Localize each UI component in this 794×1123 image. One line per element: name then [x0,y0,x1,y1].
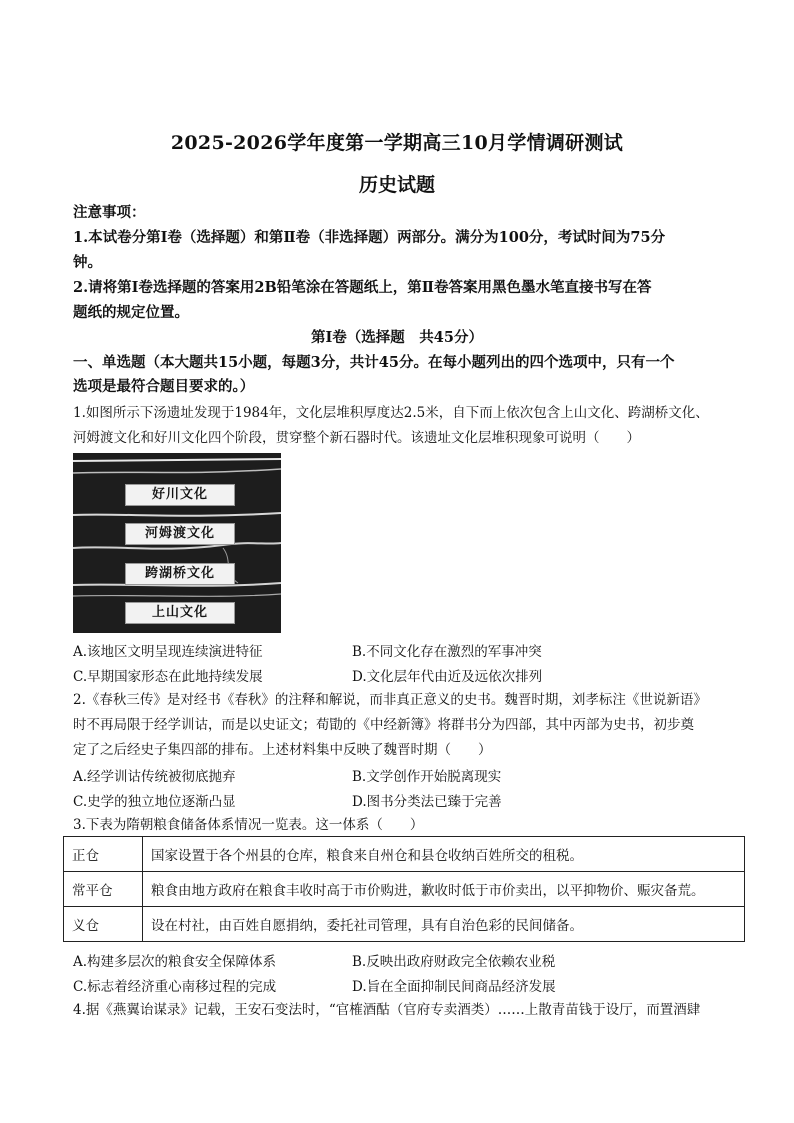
q3-option-b[interactable]: B.反映出政府财政完全依赖农业税 [352,954,556,970]
q2-stem-line1: 2.《春秋三传》是对经书《春秋》的注释和解说，而非真正意义的史书。魏晋时期，刘孝标注《世说新语》 [73,692,707,708]
q4-stem-line1: 4.据《燕翼诒谋录》记载，王安石变法时，“官榷酒酤（官府专卖酒类）……上散青苗钱于设厅，而置酒肆 [73,1002,701,1018]
notice-item-2-cont: 题纸的规定位置。 [73,304,189,321]
table-cell-type: 正仓 [64,837,143,872]
q2-option-c[interactable]: C.史学的独立地位逐渐凸显 [73,794,236,810]
q3-option-d[interactable]: D.旨在全面抑制民间商品经济发展 [352,979,556,995]
table-cell-desc: 设在村社，由百姓自愿捐纳，委托社司管理，具有自治色彩的民间储备。 [143,907,745,942]
notice-item-1: 1.本试卷分第Ⅰ卷（选择题）和第Ⅱ卷（非选择题）两部分。满分为100分，考试时间为75分 [73,229,666,246]
part1-heading: 第Ⅰ卷（选择题 共45分） [311,329,483,346]
q2-option-d[interactable]: D.图书分类法已臻于完善 [352,794,502,810]
layer-label-hemudu: 河姆渡文化 [125,523,235,545]
q2-stem-line3: 定了之后经史子集四部的排布。上述材料集中反映了魏晋时期（ ） [73,742,492,758]
table-row [64,907,745,942]
q3-option-c[interactable]: C.标志着经济重心南移过程的完成 [73,979,277,995]
section-instruction-cont: 选项是最符合题目要求的。） [73,378,255,395]
q1-stem-line2: 河姆渡文化和好川文化四个阶段，贯穿整个新石器时代。该遗址文化层堆积现象可说明（ ） [73,430,640,446]
q1-option-b[interactable]: B.不同文化存在激烈的军事冲突 [352,644,542,660]
table-row [64,837,745,872]
table-cell-type: 义仓 [64,907,143,942]
q1-option-a[interactable]: A.该地区文明呈现连续演进特征 [73,644,263,660]
layer-label-shangshan: 上山文化 [125,602,235,624]
strata-figure [73,453,281,633]
granary-table [63,836,745,942]
subject-title: 历史试题 [358,174,435,196]
q1-option-c[interactable]: C.早期国家形态在此地持续发展 [73,669,263,685]
q1-stem-line1: 1.如图所示下汤遗址发现于1984年，文化层堆积厚度达2.5米，自下而上依次包含上山文化、跨湖桥文化、 [73,405,709,421]
table-row [64,872,745,907]
notice-item-2: 2.请将第Ⅰ卷选择题的答案用2B铅笔涂在答题纸上，第Ⅱ卷答案用黑色墨水笔直接书写在答 [73,279,652,296]
notice-heading: 注意事项： [73,204,146,221]
q2-option-b[interactable]: B.文学创作开始脱离现实 [352,769,502,785]
q2-option-a[interactable]: A.经学训诂传统被彻底抛弃 [73,769,236,785]
q1-option-d[interactable]: D.文化层年代由近及远依次排列 [352,669,543,685]
table-cell-desc: 国家设置于各个州县的仓库，粮食来自州仓和县仓收纳百姓所交的租税。 [143,837,745,872]
table-cell-type: 常平仓 [64,872,143,907]
layer-label-haochuan: 好川文化 [125,484,235,506]
section-instruction: 一、单选题（本大题共15小题，每题3分，共计45分。在每小题列出的四个选项中，只有一个 [73,354,675,371]
table-cell-desc: 粮食由地方政府在粮食丰收时高于市价购进，歉收时低于市价卖出，以平抑物价、赈灾备荒。 [143,872,745,907]
q2-stem-line2: 时不再局限于经学训诂，而是以史证文；荀勖的《中经新簿》将群书分为四部，其中丙部为史书，初步奠 [73,717,694,733]
layer-label-kuahuqiao: 跨湖桥文化 [125,563,235,585]
exam-title: 2025-2026学年度第一学期高三10月学情调研测试 [170,132,624,154]
q3-option-a[interactable]: A.构建多层次的粮食安全保障体系 [73,954,277,970]
notice-item-1-cont: 钟。 [73,254,102,271]
q3-stem: 3.下表为隋朝粮食储备体系情况一览表。这一体系（ ） [73,817,424,833]
